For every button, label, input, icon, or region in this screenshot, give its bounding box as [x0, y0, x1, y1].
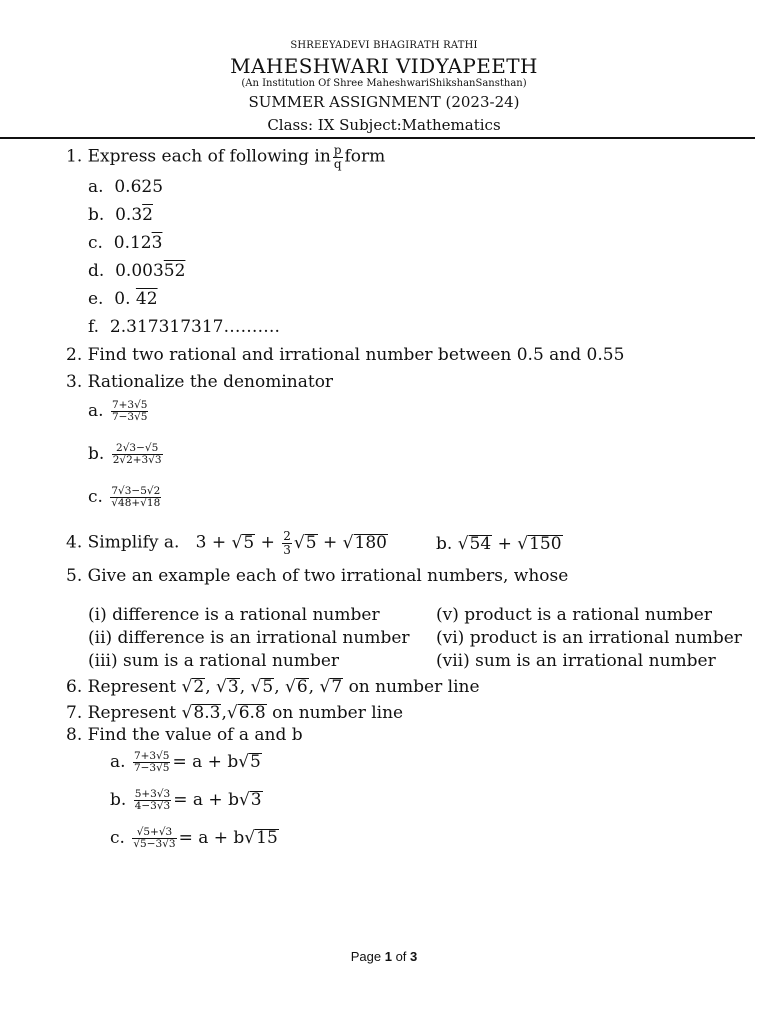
fraction: $\frac{5+3√3}{4-3√3}$: [134, 788, 171, 813]
question-1d: d. 0.00352: [88, 261, 186, 281]
institution-affiliation: (An Institution Of Shree MaheshwariShikshanSansthan): [241, 78, 527, 89]
fraction: $\frac{2√3-√5}{2√2+3√3}$: [112, 442, 162, 467]
q5-item-ii: (ii) difference is an irrational number: [88, 628, 410, 648]
fraction: $\frac{7+3√5}{7-3√5}$: [111, 399, 148, 424]
square-root: √6.8: [226, 703, 266, 723]
class-subject: Class: IX Subject:Mathematics: [267, 116, 501, 134]
fraction: $\frac{2}{3}$: [283, 529, 291, 557]
question-4b: b. √54 + √150: [436, 534, 562, 554]
fraction: $\frac{7+3√5}{7-3√5}$: [133, 750, 170, 775]
square-root: √6: [285, 677, 308, 697]
square-root: √180: [342, 532, 387, 553]
square-root: √15: [244, 828, 278, 849]
institution-name: MAHESHWARI VIDYAPEETH: [230, 54, 538, 78]
assignment-title: SUMMER ASSIGNMENT (2023-24): [248, 93, 520, 111]
question-6: 6. Represent √2, √3, √5, √6, √7 on number line: [66, 677, 480, 697]
square-root: √150: [517, 534, 562, 554]
question-1: 1. Express each of following in $\frac{p}{q}$ form: [66, 143, 386, 171]
question-8b: b. $\frac{5+3√3}{4-3√3}$ = a + b√3: [110, 788, 262, 813]
q5-item-v: (v) product is a rational number: [436, 605, 712, 625]
school-name: SHREEYADEVI BHAGIRATH RATHI: [290, 40, 478, 51]
square-root: √2: [181, 677, 205, 697]
q5-item-vii: (vii) sum is an irrational number: [436, 651, 716, 671]
square-root: √5: [231, 532, 255, 553]
square-root: √5: [250, 677, 274, 697]
fraction: $\frac{7√3-5√2}{√48+√18}$: [111, 485, 161, 510]
question-8c: c. $\frac{√5+√3}{√5-3√3}$ = a + b√15: [110, 826, 278, 851]
square-root: √3: [216, 677, 239, 697]
square-root: √5: [293, 532, 317, 553]
question-1c: c. 0.123: [88, 233, 163, 253]
question-7: 7. Represent √8.3,√6.8 on number line: [66, 703, 404, 723]
square-root: √5: [238, 752, 261, 773]
fraction: $\frac{√5+√3}{√5-3√3}$: [133, 826, 176, 851]
q5-item-iii: (iii) sum is a rational number: [88, 651, 340, 671]
question-1b: b. 0.32: [88, 205, 153, 225]
page-number: Page 1 of 3: [350, 949, 418, 964]
square-root: √7: [319, 677, 343, 697]
question-1e: e. 0. 42: [88, 289, 158, 309]
p-over-q-fraction: $\frac{p}{q}$: [333, 143, 342, 171]
q5-item-i: (i) difference is a rational number: [88, 605, 380, 625]
question-4: 4. Simplify a. 3 + √5 + $\frac{2}{3}$ √5 + √180: [66, 529, 387, 557]
question-1a: a. 0.625: [88, 177, 164, 197]
header-divider: [0, 137, 755, 139]
question-3c: c. $\frac{7√3-5√2}{√48+√18}$: [88, 485, 161, 510]
q5-item-vi: (vi) product is an irrational number: [436, 628, 742, 648]
question-2: 2. Find two rational and irrational number between 0.5 and 0.55: [66, 345, 625, 365]
square-root: √54: [457, 534, 492, 554]
question-8: 8. Find the value of a and b: [66, 725, 303, 745]
question-1f: f. 2.317317317……….: [88, 317, 280, 337]
question-3a: a. $\frac{7+3√5}{7-3√5}$: [88, 399, 148, 424]
square-root: √8.3: [181, 703, 221, 723]
question-5: 5. Give an example each of two irrational numbers, whose: [66, 566, 569, 586]
question-3: 3. Rationalize the denominator: [66, 372, 334, 392]
square-root: √3: [238, 790, 262, 811]
question-3b: b. $\frac{2√3-√5}{2√2+3√3}$: [88, 442, 162, 467]
question-8a: a. $\frac{7+3√5}{7-3√5}$ = a + b√5: [110, 750, 261, 775]
